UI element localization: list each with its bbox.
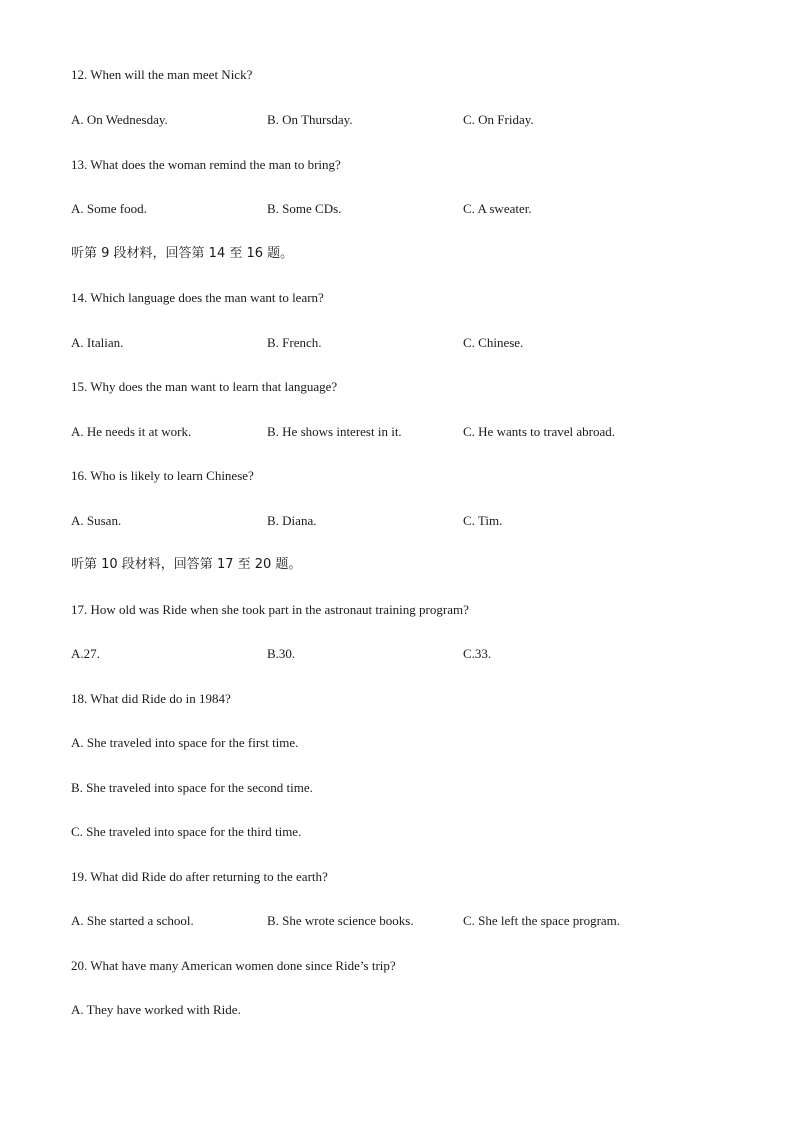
option-14-a: A. Italian. <box>71 335 124 350</box>
question-16: 16. Who is likely to learn Chinese? <box>71 468 254 483</box>
question-20: 20. What have many American women done since Ride’s trip? <box>71 958 396 973</box>
option-15-a: A. He needs it at work. <box>71 424 192 439</box>
options-row-14 <box>71 332 751 354</box>
option-15-b: B. He shows interest in it. <box>267 424 402 439</box>
option-14-c: C. Chinese. <box>463 335 524 350</box>
option-13-b: B. Some CDs. <box>267 201 342 216</box>
option-18-c: C. She traveled into space for the third time. <box>71 824 302 839</box>
option-18-b: B. She traveled into space for the second time. <box>71 780 313 795</box>
option-17-b: B.30. <box>267 646 296 661</box>
option-16-a: A. Susan. <box>71 513 122 528</box>
question-19: 19. What did Ride do after returning to the earth? <box>71 869 328 884</box>
option-12-a: A. On Wednesday. <box>71 112 168 127</box>
option-16-c: C. Tim. <box>463 513 503 528</box>
option-17-c: C.33. <box>463 646 492 661</box>
option-14-b: B. French. <box>267 335 322 350</box>
options-row-13 <box>71 198 751 220</box>
option-13-c: C. A sweater. <box>463 201 532 216</box>
question-18: 18. What did Ride do in 1984? <box>71 691 231 706</box>
question-13: 13. What does the woman remind the man to bring? <box>71 157 341 172</box>
option-12-c: C. On Friday. <box>463 112 534 127</box>
option-15-c: C. He wants to travel abroad. <box>463 424 615 439</box>
options-row-15 <box>71 421 751 443</box>
option-13-a: A. Some food. <box>71 201 147 216</box>
options-row-19 <box>71 910 751 932</box>
option-18-a: A. She traveled into space for the first time. <box>71 735 299 750</box>
section-heading-10: 听第 10 段材料，回答第 17 至 20 题。 <box>71 557 302 572</box>
options-row-12 <box>71 109 751 131</box>
option-20-a: A. They have worked with Ride. <box>71 1002 241 1017</box>
option-12-b: B. On Thursday. <box>267 112 353 127</box>
question-17: 17. How old was Ride when she took part in the astronaut training program? <box>71 602 469 617</box>
options-row-16 <box>71 510 751 532</box>
option-16-b: B. Diana. <box>267 513 317 528</box>
question-15: 15. Why does the man want to learn that language? <box>71 379 338 394</box>
option-19-c: C. She left the space program. <box>463 913 621 928</box>
option-17-a: A.27. <box>71 646 100 661</box>
section-heading-9: 听第 9 段材料，回答第 14 至 16 题。 <box>71 246 294 261</box>
option-19-b: B. She wrote science books. <box>267 913 414 928</box>
question-14: 14. Which language does the man want to learn? <box>71 290 324 305</box>
options-row-17 <box>71 643 751 665</box>
question-12: 12. When will the man meet Nick? <box>71 67 253 82</box>
option-19-a: A. She started a school. <box>71 913 194 928</box>
